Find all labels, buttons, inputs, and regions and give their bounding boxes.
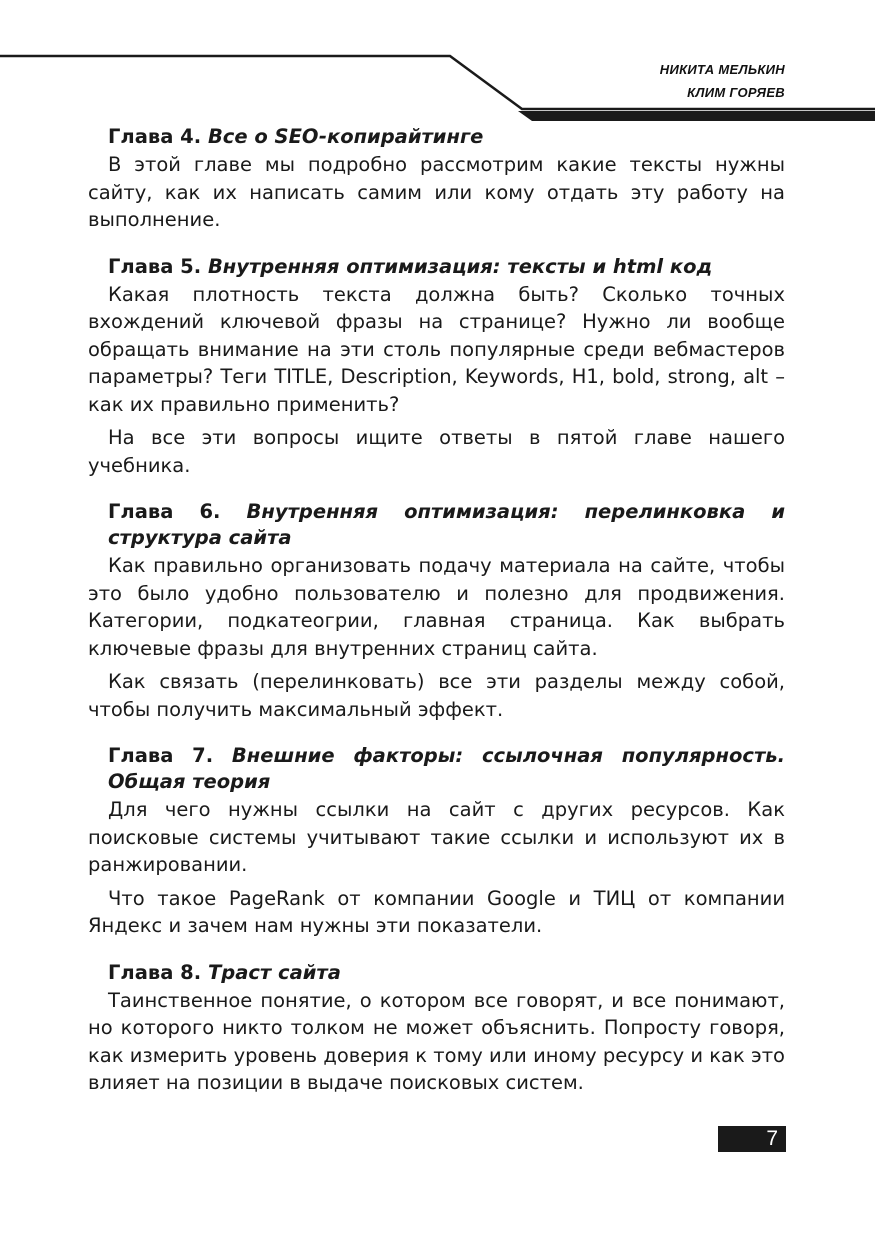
chapter-label: Глава 5. <box>108 254 202 278</box>
paragraph: В этой главе мы подробно рассмотрим какие тексты нужны сайту, как их написать самим или кому отдать эту работу на выполнение. <box>88 153 785 231</box>
chapter-label: Глава 4. <box>108 125 202 148</box>
chapter-title <box>88 499 785 551</box>
author-name: КЛИМ ГОРЯЕВ <box>687 85 785 100</box>
chapter-name: Траст сайта <box>207 960 341 984</box>
chapter-title <box>88 960 785 986</box>
chapter-label: Глава 8. <box>108 960 202 984</box>
author-name: НИКИТА МЕЛЬКИН <box>659 62 785 77</box>
chapter-name: Внутренняя оптимизация: перелинковка и структура сайта <box>108 500 785 549</box>
chapter-label: Глава 6. <box>108 500 221 523</box>
chapter-label: Глава 7. <box>108 744 214 767</box>
paragraph: Как связать (перелинковать) все эти разделы между собой, чтобы получить максимальный эффект. <box>88 670 785 721</box>
chapter-title <box>88 743 785 795</box>
chapter-4-section <box>88 124 785 234</box>
paragraph: Для чего нужны ссылки на сайт с других ресурсов. Как поисковые системы учитывают такие ссылки и используют их в ранжировании. <box>88 798 785 876</box>
chapter-title <box>88 124 785 150</box>
chapter-8-section <box>88 960 785 1097</box>
chapter-name: Внутренняя оптимизация: тексты и html код <box>207 254 713 278</box>
chapter-title <box>88 254 785 280</box>
chapter-name: Все о SEO-копирайтинге <box>207 125 484 148</box>
paragraph: На все эти вопросы ищите ответы в пятой главе нашего учебника. <box>88 426 785 477</box>
paragraph: Что такое PageRank от компании Google и ТИЦ от компании Яндекс и зачем нам нужны эти показатели. <box>88 886 785 937</box>
chapter-6-section <box>88 499 785 723</box>
chapter-5-section <box>88 254 785 480</box>
page-content <box>88 124 785 1097</box>
paragraph: Какая плотность текста должна быть? Сколько точных вхождений ключевой фразы на странице? Нужно ли вообще обращать внимание на эти столь популярные среди вебмастеров параметры? Теги TITLE, Description, Keywords, H1, bold, strong, alt – как их правильно применить? <box>88 282 785 416</box>
paragraph: Как правильно организовать подачу материала на сайте, чтобы это было удобно пользователю и полезно для продвижения. Категории, подкатеогрии, главная страница. Как выбрать ключевые фразы для внутренних страниц сайта. <box>88 554 785 660</box>
page-number: 7 <box>718 1126 786 1152</box>
header-authors <box>660 58 785 104</box>
chapter-7-section <box>88 743 785 940</box>
paragraph: Таинственное понятие, о котором все говорят, и все понимают, но которого никто толком не может объяснить. Попросту говоря, как измерить уровень доверия к тому или иному ресурсу и как это влияет на позиции в выдаче поисковых систем. <box>88 988 785 1094</box>
chapter-name: Внешние факторы: ссылочная популярность. Общая теория <box>108 744 785 793</box>
